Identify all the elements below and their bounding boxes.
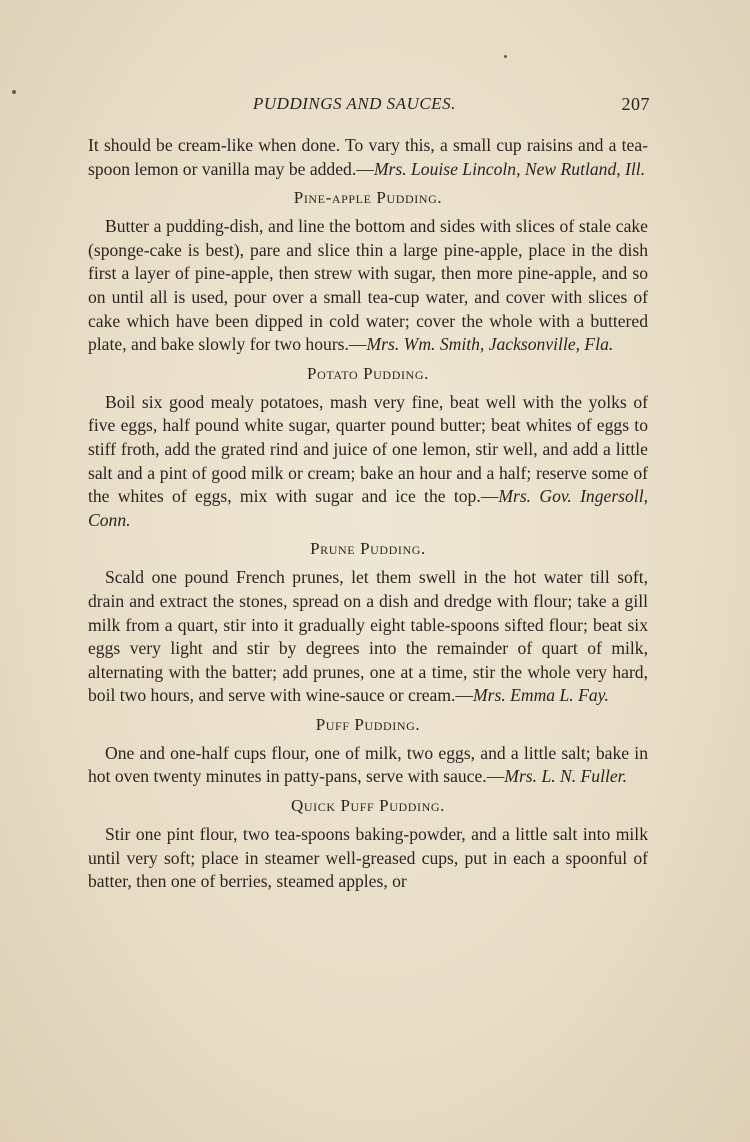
recipe-credit: Mrs. Gov. Ingersoll, Conn.	[88, 486, 648, 530]
recipe-body: Stir one pint flour, two tea-spoons baking-powder, and a little salt into milk until very soft; place in steamer well-greased cups, put in each a spoonful of batter, then one of berries, steamed apples, or	[88, 824, 648, 892]
recipe-credit: Mrs. Wm. Smith, Jacksonville, Fla.	[366, 334, 614, 355]
recipe-credit: Mrs. Emma L. Fay.	[473, 685, 609, 706]
recipe-text-potato	[88, 391, 648, 533]
intro-credit: Mrs. Louise Lincoln, New Rutland, Ill.	[373, 158, 646, 179]
running-head	[88, 88, 648, 120]
recipe-text-prune	[88, 566, 648, 708]
intro-text: It should be cream-like when done. To vary this, a small cup raisins and a tea-spoon lemon or vanilla may be added.—	[88, 135, 648, 179]
page-number: 207	[621, 94, 650, 114]
recipe-text-pineapple	[88, 215, 648, 357]
running-title: PUDDINGS AND SAUCES.	[253, 94, 456, 113]
book-page	[88, 88, 648, 894]
recipe-title-puff: Puff Pudding.	[315, 714, 421, 734]
recipe-credit: Mrs. L. N. Fuller.	[504, 766, 627, 787]
recipe-title-prune: Prune Pudding.	[310, 539, 426, 559]
recipe-body: Boil six good mealy potatoes, mash very fine, beat well with the yolks of five eggs, half pound white sugar, quarter pound butter; beat whites of eggs to stiff froth, add the grated rind and juice of one lemon, stir well, and add a little salt and a pint of good milk or cream; bake an hour and a half; reserve some of the whites of eggs, mix with sugar and ice the top.—	[88, 391, 648, 507]
recipe-text-puff	[88, 742, 648, 789]
ink-spot	[504, 55, 507, 58]
body-text	[88, 134, 648, 894]
recipe-body: Scald one pound French prunes, let them swell in the hot water till soft, drain and extract the stones, spread on a dish and dredge with flour; take a gill milk from a quart, stir into it gradually eight table-spoons sifted flour; beat six eggs very light and stir by degrees into the remainder of quart of milk, alternating with the batter; add prunes, one at a time, stir the whole very hard, boil two hours, and serve with wine-sauce or cream.—	[88, 567, 648, 706]
intro-paragraph	[88, 134, 648, 181]
recipe-text-quick-puff	[88, 823, 648, 894]
recipe-title-potato: Potato Pudding.	[307, 363, 429, 383]
ink-spot	[12, 90, 16, 94]
recipe-title-quick-puff: Quick Puff Pudding.	[290, 796, 445, 816]
recipe-body: One and one-half cups flour, one of milk, two eggs, and a little salt; bake in hot oven twenty minutes in patty-pans, serve with sauce.—	[88, 742, 648, 787]
recipe-title-pineapple: Pine-apple Pudding.	[293, 188, 443, 208]
recipe-body: Butter a pudding-dish, and line the bottom and sides with slices of stale cake (sponge-cake is best), pare and slice thin a large pine-apple, place in the dish first a layer of pine-apple, then strew with sugar, then more pine-apple, and so on until all is used, pour over a small tea-cup water, and cover with slices of cake which have been dipped in cold water; cover the whole with a buttered plate, and bake slowly for two hours.—	[88, 216, 648, 355]
